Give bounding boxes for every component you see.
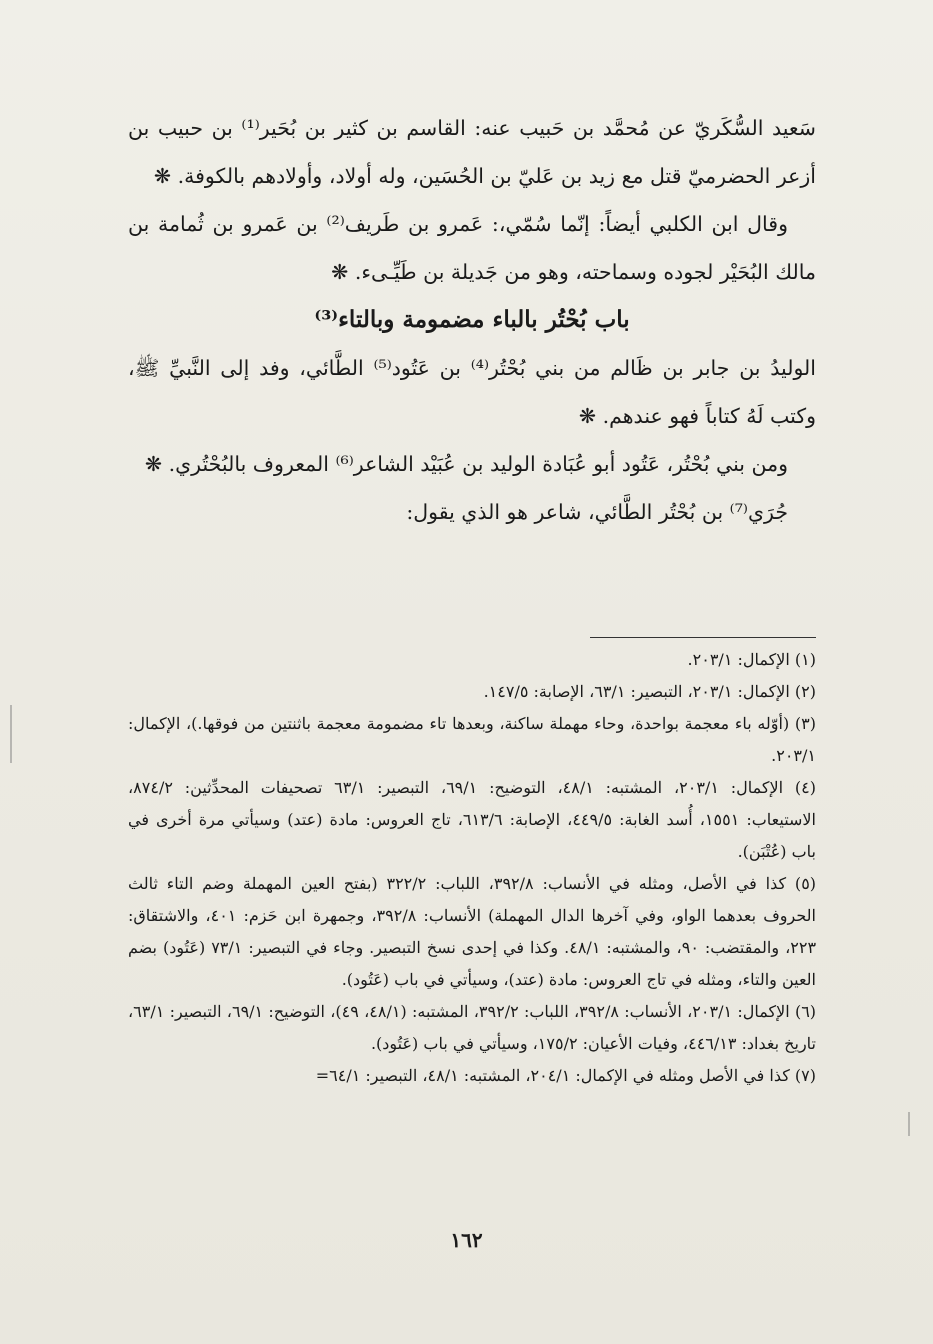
page-number: ١٦٢ [450, 1228, 483, 1252]
paragraph-walid: الوليدُ بن جابر بن ظَالم من بني بُحْتُر⁽⁴⁾ بن عَتُود⁽⁵⁾ الطَّائي، وفد إلى النَّبيِّ ﷺ، وكتب لَهُ كتاباً فهو عندهم. ❋ [128, 356, 816, 428]
section-heading: باب بُحْتُر بالباء مضمومة وبالتاء⁽³⁾ [314, 306, 630, 333]
footnote-6: (٦) الإكمال: ٢٠٣/١، الأنساب: ٣٩٢/٨، اللباب: ٣٩٢/٢، المشتبه: (٤٨/١، ٤٩)، التوضيح: ٦٩/١، التبصير: ٦٣/١، تاريخ بغداد: ٤٤٦/١٣، وفيات الأعيان: ١٧٥/٢، وسيأتي في باب (عَتُود). [128, 1002, 817, 1053]
footnote-3: (٣) (أوّله باء معجمة بواحدة، وحاء مهملة ساكنة، وبعدها تاء مضمومة معجمة باثنتين من فوقها.)، الإكمال: ٢٠٣/١. [128, 714, 816, 765]
footnote-2: (٢) الإكمال: ٢٠٣/١، التبصير: ٦٣/١، الإصابة: ١٤٧/٥. [483, 682, 816, 701]
footnote-separator [590, 637, 816, 638]
scan-mark-right [908, 1112, 910, 1136]
scan-mark-left [10, 705, 12, 763]
paragraph-qasim: سَعيد السُّكَريّ عن مُحمَّد بن حَبيب عنه: القاسم بن كثير بن بُحَير⁽¹⁾ بن حبيب بن أزعر الحضرميّ قتل مع زيد بن عَليّ بن الحُسَين، وله أولاد، وأولادهم بالكوفة. ❋ [128, 116, 816, 188]
main-text-block [128, 104, 816, 536]
footnote-5: (٥) كذا في الأصل، ومثله في الأنساب: ٣٩٢/٨، اللباب: ٣٢٢/٢ (بفتح العين المهملة وضم التاء ثالث الحروف بعدهما الواو، وفي آخرها الدال المهملة) الأنساب: ٣٩٢/٨، وجمهرة ابن حَزم: ٤٠١، والاشتقاق: ٢٢٣، والمقتضب: ٩٠، والمشتبه: ٤٨/١. وكذا في إحدى نسخ التبصير. وجاء في التبصير: ٧٣/١ (عَتُود) بضم العين والتاء، ومثله في تاج العروس: مادة (عتد)، وسيأتي في باب (عَتُود). [128, 874, 817, 989]
footnote-7: (٧) كذا في الأصل ومثله في الإكمال: ٢٠٤/١، المشتبه: ٤٨/١، التبصير: ٦٤/١= [315, 1066, 816, 1085]
footnotes-block [128, 644, 816, 1092]
paragraph-jurai: جُرَي⁽⁷⁾ بن بُحْتُر الطَّائي، شاعر هو الذي يقول: [406, 500, 788, 524]
footnote-1: (١) الإكمال: ٢٠٣/١. [687, 650, 816, 669]
footnote-4: (٤) الإكمال: ٢٠٣/١، المشتبه: ٤٨/١، التوضيح: ٦٩/١، التبصير: ٦٣/١ تصحيفات المحدِّثين: ٨٧٤/٢، الاستيعاب: ١٥٥١، أُسد الغابة: ٤٤٩/٥، الإصابة: ٦١٣/٦، تاج العروس: مادة (عتد) وسيأتي مرة أخرى في باب (عُتْبَن). [128, 778, 817, 861]
paragraph-amr: وقال ابن الكلبي أيضاً: إنّما سُمّي،: عَمرو بن طَريف⁽²⁾ بن عَمرو بن ثُمامة بن مالك البُحَيْر لجوده وسماحته، وهو من جَديلة بن طَيِّـىء. ❋ [128, 212, 816, 284]
paragraph-bani-buhtur: ومن بني بُحْتُر، عَتُود أبو عُبَادة الوليد بن عُبَيْد الشاعر⁽⁶⁾ المعروف بالبُحْتُري. ❋ [144, 452, 788, 476]
